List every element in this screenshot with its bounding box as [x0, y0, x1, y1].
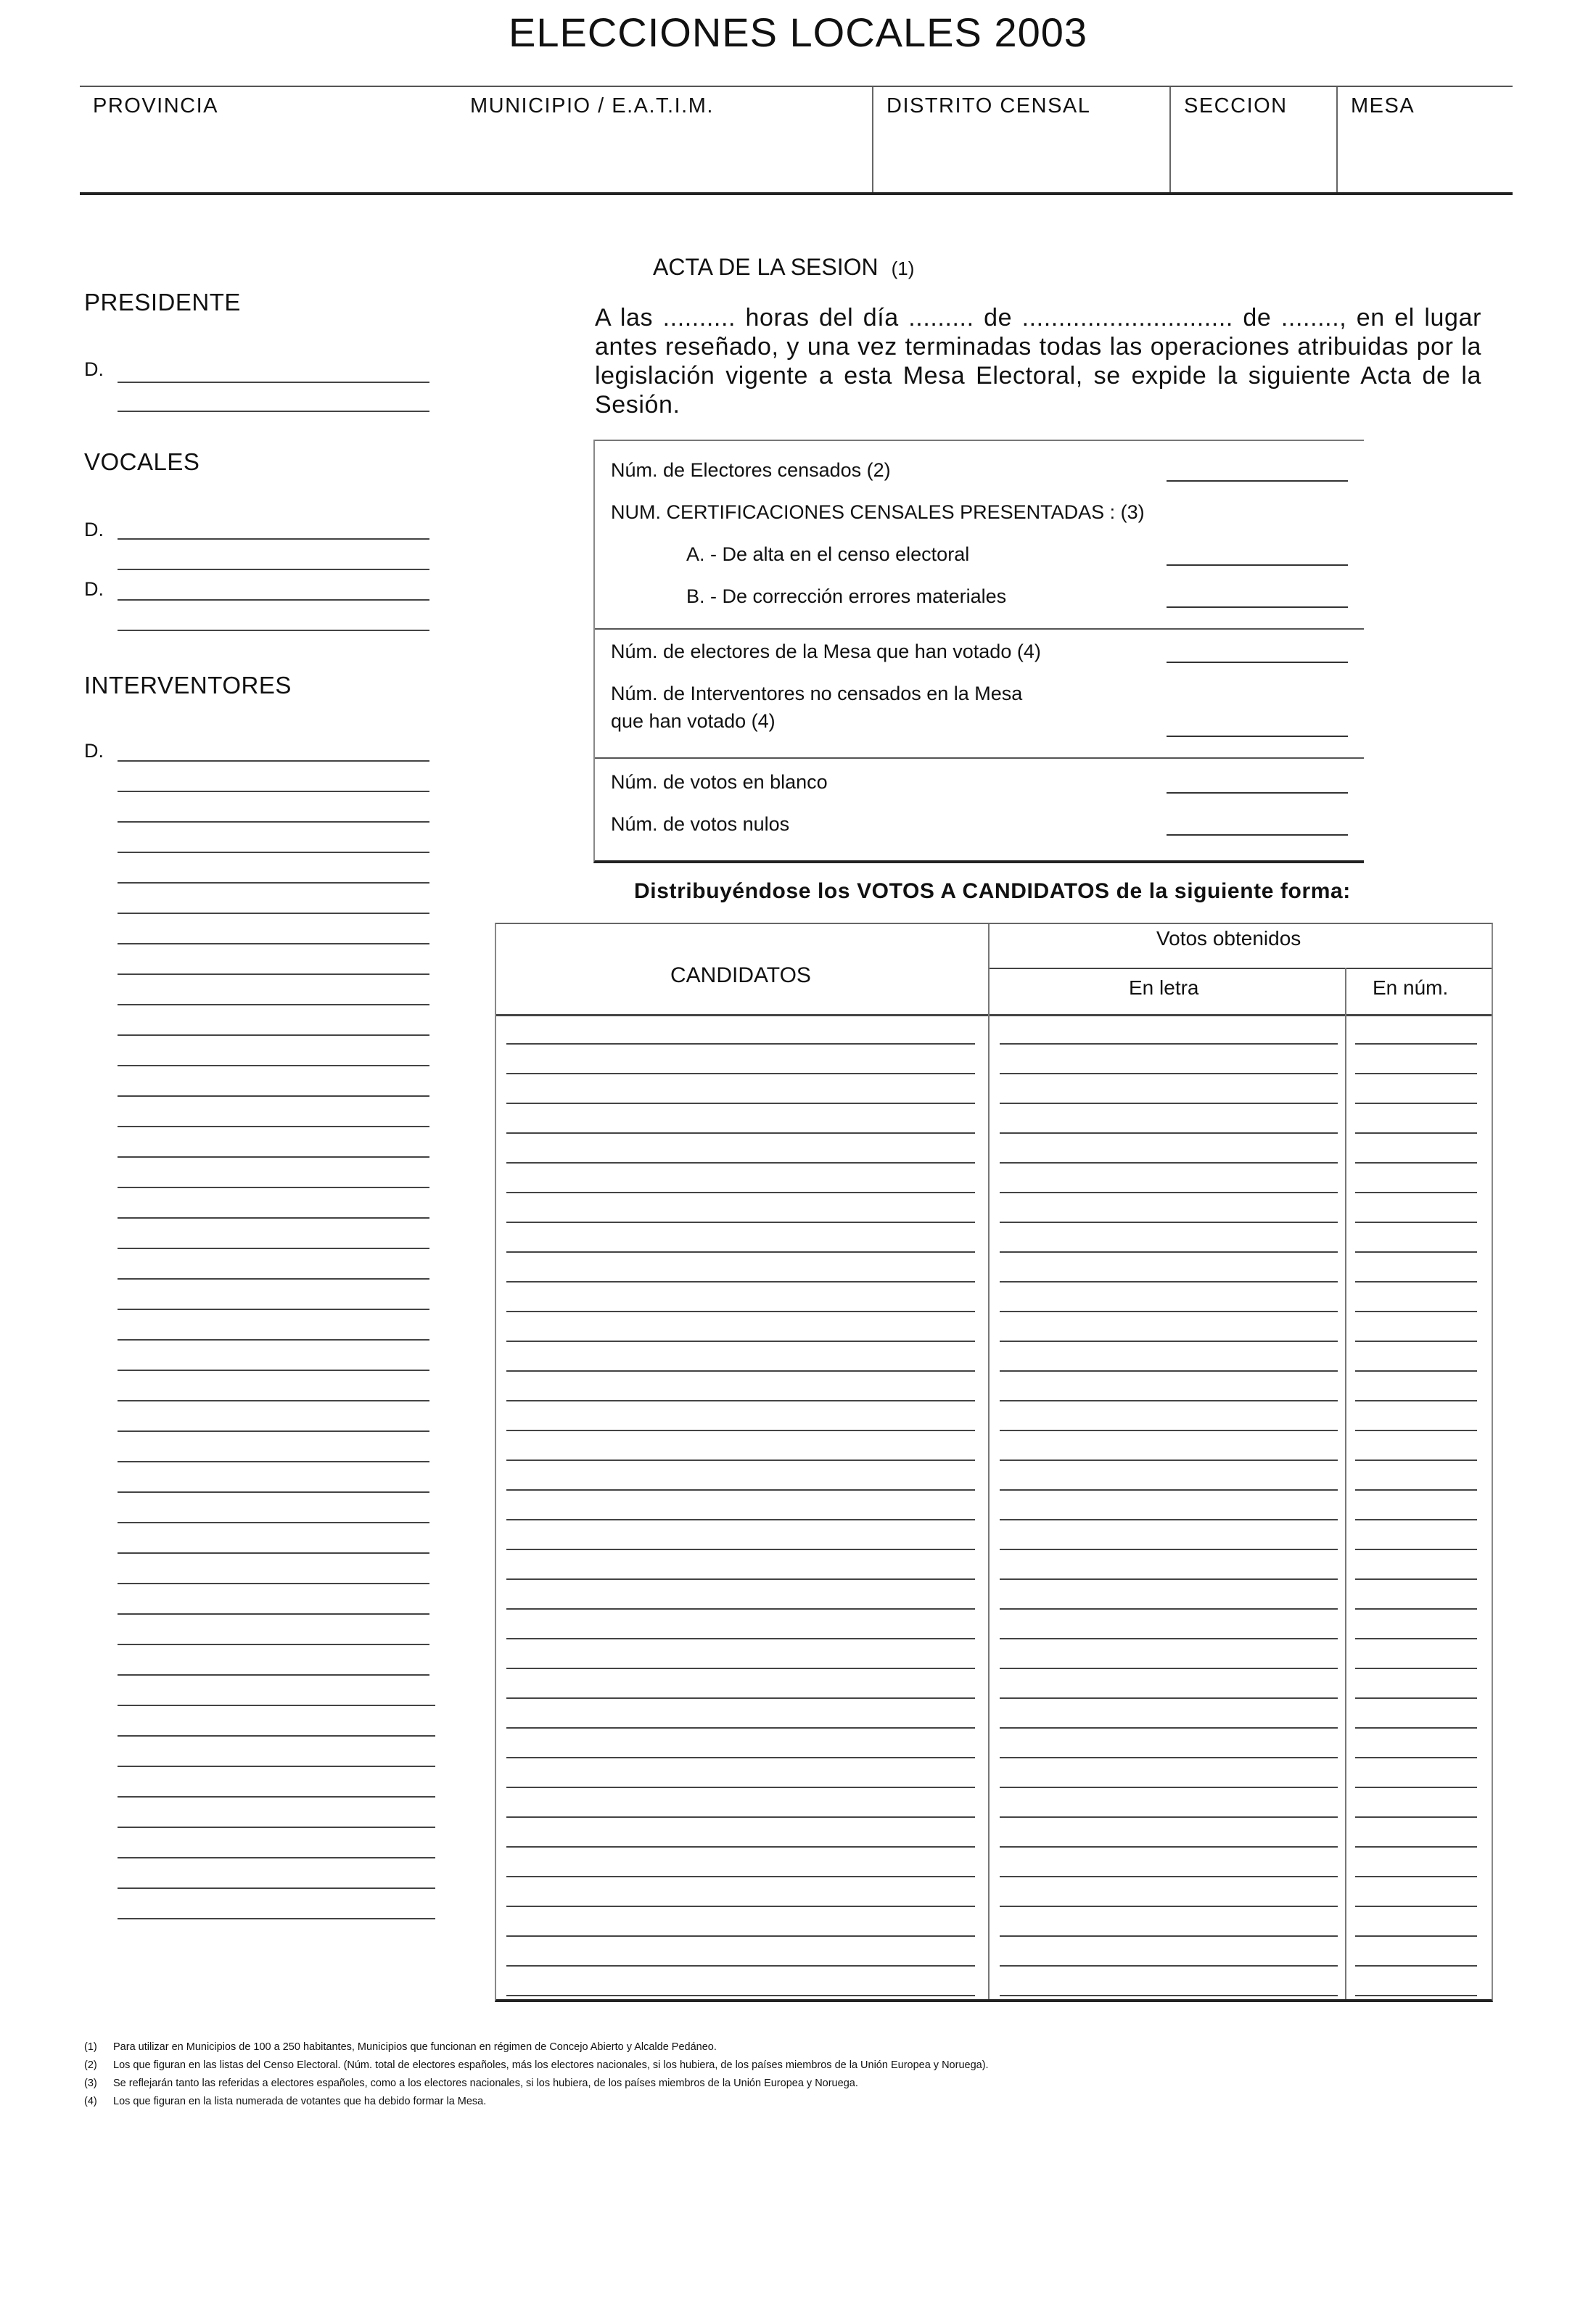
votes-number-line[interactable] — [1355, 1341, 1477, 1342]
footnote-3: (3) Se reflejarán tanto las referidas a electores españoles, como a los electores nacionales, si los hubiera, de los países miembros de la Unión Europea y Noruega. — [84, 2078, 858, 2089]
candidate-name-line[interactable] — [506, 1519, 975, 1520]
candidate-name-line[interactable] — [506, 1638, 975, 1639]
votes-number-line[interactable] — [1355, 1697, 1477, 1699]
candidate-name-line[interactable] — [506, 1549, 975, 1550]
acta-title-text: ACTA DE LA SESION — [653, 254, 879, 280]
presidente-heading: PRESIDENTE — [84, 289, 241, 316]
vocal-2-d-prefix: D. — [84, 578, 104, 600]
candidate-name-line[interactable] — [506, 1132, 975, 1134]
footnote-2: (2) Los que figuran en las listas del Censo Electoral. (Núm. total de electores españoles, más los electores nacionales, si los hubiera, de los países miembros de la Unión Europea y Noruega). — [84, 2059, 989, 2071]
en-letra-header: En letra — [1129, 976, 1199, 999]
votes-number-line[interactable] — [1355, 1043, 1477, 1045]
votes-number-line[interactable] — [1355, 1995, 1477, 1996]
interventor-signature-line[interactable] — [118, 1187, 429, 1188]
acta-title-note: (1) — [891, 258, 915, 279]
votes-letter-line[interactable] — [1000, 1995, 1338, 1996]
votes-number-line[interactable] — [1355, 1281, 1477, 1283]
interventor-signature-line[interactable] — [118, 1735, 435, 1737]
votes-number-line[interactable] — [1355, 1668, 1477, 1669]
blanco-label: Núm. de votos en blanco — [611, 771, 828, 793]
interventor-signature-line[interactable] — [118, 1065, 429, 1066]
acta-paragraph: A las .......... horas del día ......... de ............................. de ........, en el lugar antes reseñado, y una vez terminadas todas las operaciones atribuidas por la legislación vigente a esta Mesa Electoral, se expide la siguiente Acta de la Sesión. — [595, 304, 1481, 419]
candidate-name-line[interactable] — [506, 1043, 975, 1045]
votes-number-line[interactable] — [1355, 1430, 1477, 1431]
field-seccion[interactable] — [1169, 87, 1336, 192]
votes-number-line[interactable] — [1355, 1787, 1477, 1788]
candidate-name-line[interactable] — [506, 1668, 975, 1669]
votos-obtenidos-header: Votos obtenidos — [1156, 927, 1301, 950]
candidate-name-line[interactable] — [506, 1489, 975, 1491]
interventor-signature-line[interactable] — [118, 943, 429, 944]
candidate-name-line[interactable] — [506, 1578, 975, 1580]
candidatos-header: CANDIDATOS — [670, 963, 811, 987]
counts-separator-2 — [595, 757, 1364, 759]
votes-number-line[interactable] — [1355, 1965, 1477, 1967]
interventor-signature-line[interactable] — [118, 760, 429, 762]
votes-letter-line[interactable] — [1000, 1103, 1338, 1104]
interventor-signature-line[interactable] — [118, 1918, 435, 1919]
interventor-signature-line[interactable] — [118, 1705, 435, 1706]
votes-number-line[interactable] — [1355, 1489, 1477, 1491]
candidate-name-line[interactable] — [506, 1846, 975, 1848]
candidate-name-line[interactable] — [506, 1192, 975, 1193]
nulos-label: Núm. de votos nulos — [611, 813, 790, 835]
candidate-name-line[interactable] — [506, 1162, 975, 1164]
interventor-signature-line[interactable] — [118, 1857, 435, 1858]
vocal-1-signature-line-2[interactable] — [118, 569, 429, 570]
votes-number-line[interactable] — [1355, 1906, 1477, 1907]
candidate-name-line[interactable] — [506, 1311, 975, 1312]
votes-letter-line[interactable] — [1000, 1430, 1338, 1431]
votes-number-line[interactable] — [1355, 1370, 1477, 1372]
presidente-signature-line-2[interactable] — [118, 411, 429, 412]
candidates-table — [495, 923, 1493, 2002]
candidate-name-line[interactable] — [506, 1341, 975, 1342]
acta-title — [653, 254, 914, 281]
votes-number-line[interactable] — [1355, 1876, 1477, 1877]
votes-number-line[interactable] — [1355, 1608, 1477, 1610]
electores-censados-field[interactable] — [1167, 480, 1348, 482]
candidate-name-line[interactable] — [506, 1073, 975, 1074]
votes-number-line[interactable] — [1355, 1073, 1477, 1074]
candidate-name-line[interactable] — [506, 1222, 975, 1223]
seccion-label: SECCION — [1184, 94, 1288, 118]
votes-number-line[interactable] — [1355, 1757, 1477, 1758]
votes-letter-line[interactable] — [1000, 1787, 1338, 1788]
interventor-signature-line[interactable] — [118, 1156, 429, 1158]
votes-number-line[interactable] — [1355, 1727, 1477, 1729]
interventor-signature-line[interactable] — [118, 1491, 429, 1493]
votes-letter-line[interactable] — [1000, 1370, 1338, 1372]
candidate-name-line[interactable] — [506, 1816, 975, 1818]
interventor-signature-line[interactable] — [118, 1583, 429, 1584]
votes-letter-line[interactable] — [1000, 1697, 1338, 1699]
votes-letter-line[interactable] — [1000, 1757, 1338, 1758]
interventores-votado-field[interactable] — [1167, 736, 1348, 737]
votes-letter-line[interactable] — [1000, 1608, 1338, 1610]
candidate-name-line[interactable] — [506, 1608, 975, 1610]
interventor-signature-line[interactable] — [118, 1370, 429, 1371]
footnote-4: (4) Los que figuran en la lista numerada de votantes que ha debido formar la Mesa. — [84, 2096, 487, 2107]
interventor-signature-line[interactable] — [118, 1034, 429, 1036]
votes-letter-line[interactable] — [1000, 1132, 1338, 1134]
candidate-name-line[interactable] — [506, 1727, 975, 1729]
nulos-field[interactable] — [1167, 834, 1348, 836]
votes-letter-line[interactable] — [1000, 1549, 1338, 1550]
interventores-d-prefix: D. — [84, 740, 104, 762]
field-mesa[interactable] — [1336, 87, 1513, 192]
vocal-2-signature-line-2[interactable] — [118, 630, 429, 631]
correccion-label: B. - De corrección errores materiales — [686, 585, 1007, 607]
field-distrito[interactable] — [872, 87, 1169, 192]
interventor-signature-line[interactable] — [118, 1095, 429, 1097]
votes-number-line[interactable] — [1355, 1519, 1477, 1520]
interventor-signature-line[interactable] — [118, 1887, 435, 1889]
blanco-field[interactable] — [1167, 792, 1348, 794]
votes-number-line[interactable] — [1355, 1846, 1477, 1848]
votes-letter-line[interactable] — [1000, 1460, 1338, 1461]
candidate-name-line[interactable] — [506, 1787, 975, 1788]
votes-letter-line[interactable] — [1000, 1727, 1338, 1729]
column-divider-letra — [1345, 968, 1346, 1999]
interventor-signature-line[interactable] — [118, 1461, 429, 1462]
mesa-label: MESA — [1351, 94, 1415, 118]
candidate-name-line[interactable] — [506, 1430, 975, 1431]
votes-letter-line[interactable] — [1000, 1192, 1338, 1193]
interventor-signature-line[interactable] — [118, 1766, 435, 1767]
interventor-signature-line[interactable] — [118, 852, 429, 853]
votes-number-line[interactable] — [1355, 1638, 1477, 1639]
votes-letter-line[interactable] — [1000, 1162, 1338, 1164]
interventor-signature-line[interactable] — [118, 1827, 435, 1828]
candidate-name-line[interactable] — [506, 1965, 975, 1967]
candidate-name-line[interactable] — [506, 1995, 975, 1996]
votado-label: Núm. de electores de la Mesa que han votado (4) — [611, 641, 1041, 662]
votes-number-line[interactable] — [1355, 1935, 1477, 1937]
votes-number-line[interactable] — [1355, 1311, 1477, 1312]
counts-separator-1 — [595, 628, 1364, 630]
interventores-votado-label-1: Núm. de Interventores no censados en la Mesa — [611, 683, 1023, 704]
table-header-bottom — [496, 1014, 1492, 1016]
votes-number-line[interactable] — [1355, 1162, 1477, 1164]
vocales-heading: VOCALES — [84, 448, 200, 475]
interventor-signature-line[interactable] — [118, 913, 429, 914]
votes-letter-line[interactable] — [1000, 1578, 1338, 1580]
candidate-name-line[interactable] — [506, 1251, 975, 1253]
presidente-d-prefix: D. — [84, 358, 104, 380]
candidate-name-line[interactable] — [506, 1460, 975, 1461]
interventor-signature-line[interactable] — [118, 821, 429, 823]
candidate-name-line[interactable] — [506, 1906, 975, 1907]
votes-letter-line[interactable] — [1000, 1043, 1338, 1045]
votes-number-line[interactable] — [1355, 1251, 1477, 1253]
presidente-signature-line[interactable] — [118, 382, 429, 383]
interventor-signature-line[interactable] — [118, 1309, 429, 1310]
interventores-heading: INTERVENTORES — [84, 672, 292, 699]
municipio-label: MUNICIPIO / E.A.T.I.M. — [470, 94, 714, 118]
votes-letter-line[interactable] — [1000, 1935, 1338, 1937]
page-title: ELECCIONES LOCALES 2003 — [508, 9, 1088, 55]
interventor-signature-line[interactable] — [118, 1613, 429, 1615]
field-provincia[interactable] — [80, 87, 457, 192]
correccion-field[interactable] — [1167, 606, 1348, 608]
votes-letter-line[interactable] — [1000, 1341, 1338, 1342]
footnote-1: (1) Para utilizar en Municipios de 100 a 250 habitantes, Municipios que funcionan en régimen de Concejo Abierto y Alcalde Pedáneo. — [84, 2041, 717, 2053]
votos-header-divider — [988, 968, 1492, 969]
votes-letter-line[interactable] — [1000, 1281, 1338, 1283]
distribucion-text: Distribuyéndose los VOTOS A CANDIDATOS de la siguiente forma: — [634, 879, 1351, 903]
interventor-signature-line[interactable] — [118, 1400, 429, 1401]
electores-censados-label: Núm. de Electores censados (2) — [611, 459, 891, 481]
candidate-name-line[interactable] — [506, 1876, 975, 1877]
interventor-signature-line[interactable] — [118, 1126, 429, 1127]
interventor-signature-line[interactable] — [118, 1339, 429, 1341]
candidate-name-line[interactable] — [506, 1935, 975, 1937]
votes-number-line[interactable] — [1355, 1103, 1477, 1104]
alta-label: A. - De alta en el censo electoral — [686, 543, 970, 565]
votes-letter-line[interactable] — [1000, 1519, 1338, 1520]
votes-letter-line[interactable] — [1000, 1400, 1338, 1401]
candidate-name-line[interactable] — [506, 1757, 975, 1758]
votes-letter-line[interactable] — [1000, 1311, 1338, 1312]
votes-number-line[interactable] — [1355, 1578, 1477, 1580]
votes-letter-line[interactable] — [1000, 1816, 1338, 1818]
en-num-header: En núm. — [1373, 976, 1449, 999]
votes-number-line[interactable] — [1355, 1132, 1477, 1134]
votes-letter-line[interactable] — [1000, 1638, 1338, 1639]
votes-number-line[interactable] — [1355, 1222, 1477, 1223]
votes-letter-line[interactable] — [1000, 1846, 1338, 1848]
interventor-signature-line[interactable] — [118, 1644, 429, 1645]
vocal-1-d-prefix: D. — [84, 519, 104, 540]
counts-box — [593, 440, 1364, 863]
vocal-1-signature-line[interactable] — [118, 538, 429, 540]
column-divider-candidatos — [988, 924, 990, 1999]
interventor-signature-line[interactable] — [118, 1248, 429, 1249]
interventor-signature-line[interactable] — [118, 1004, 429, 1005]
candidate-name-line[interactable] — [506, 1400, 975, 1401]
interventor-signature-line[interactable] — [118, 973, 429, 975]
candidate-name-line[interactable] — [506, 1103, 975, 1104]
interventor-signature-line[interactable] — [118, 882, 429, 884]
alta-field[interactable] — [1167, 564, 1348, 566]
candidate-name-line[interactable] — [506, 1370, 975, 1372]
votes-letter-line[interactable] — [1000, 1489, 1338, 1491]
interventor-signature-line[interactable] — [118, 1552, 429, 1554]
votes-number-line[interactable] — [1355, 1460, 1477, 1461]
votes-letter-line[interactable] — [1000, 1251, 1338, 1253]
votes-letter-line[interactable] — [1000, 1073, 1338, 1074]
interventor-signature-line[interactable] — [118, 1796, 435, 1798]
interventores-votado-label-2: que han votado (4) — [611, 710, 776, 732]
interventor-signature-line[interactable] — [118, 1522, 429, 1523]
votes-letter-line[interactable] — [1000, 1906, 1338, 1907]
vocal-2-signature-line[interactable] — [118, 599, 429, 601]
votes-number-line[interactable] — [1355, 1192, 1477, 1193]
votes-number-line[interactable] — [1355, 1816, 1477, 1818]
interventor-signature-line[interactable] — [118, 1278, 429, 1280]
certificaciones-label: NUM. CERTIFICACIONES CENSALES PRESENTADAS : (3) — [611, 501, 1145, 523]
candidate-name-line[interactable] — [506, 1281, 975, 1283]
interventor-signature-line[interactable] — [118, 1430, 429, 1432]
votes-number-line[interactable] — [1355, 1400, 1477, 1401]
interventor-signature-line[interactable] — [118, 1674, 429, 1676]
distrito-label: DISTRITO CENSAL — [887, 94, 1091, 118]
votes-letter-line[interactable] — [1000, 1222, 1338, 1223]
interventor-signature-line[interactable] — [118, 791, 429, 792]
votes-number-line[interactable] — [1355, 1549, 1477, 1550]
provincia-label: PROVINCIA — [93, 94, 219, 118]
footnotes — [84, 2038, 989, 2111]
votado-field[interactable] — [1167, 662, 1348, 663]
header-fields — [80, 86, 1513, 195]
votes-letter-line[interactable] — [1000, 1876, 1338, 1877]
votes-letter-line[interactable] — [1000, 1965, 1338, 1967]
interventor-signature-line[interactable] — [118, 1217, 429, 1219]
candidate-name-line[interactable] — [506, 1697, 975, 1699]
votes-letter-line[interactable] — [1000, 1668, 1338, 1669]
